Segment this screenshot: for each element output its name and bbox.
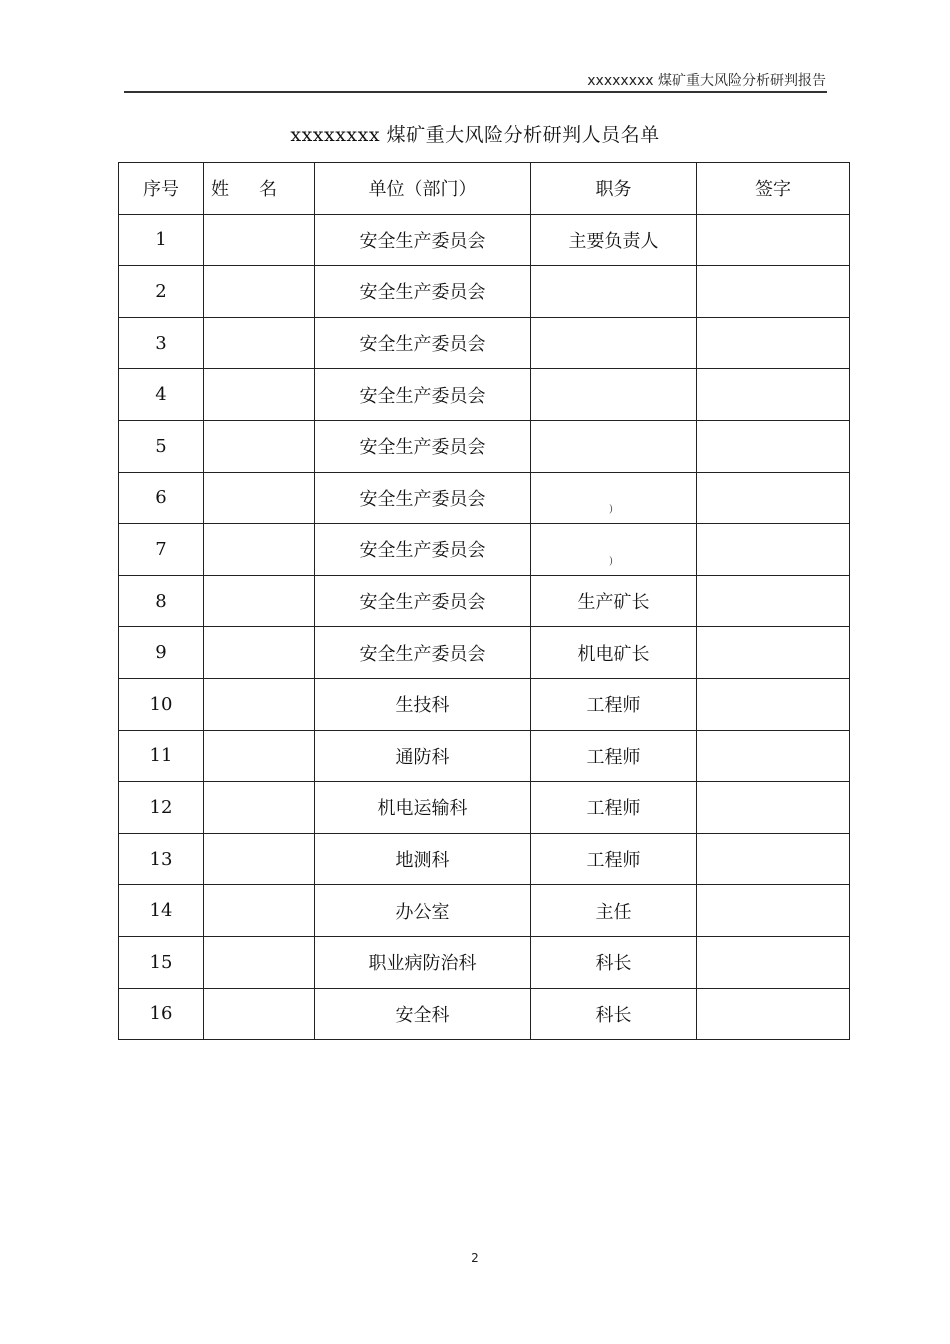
serial-number-cell: 11 [119, 730, 204, 782]
unit-cell: 安全生产委员会 [315, 627, 531, 679]
table-body [119, 214, 850, 1040]
serial-number-cell: 14 [119, 885, 204, 937]
table-row [119, 833, 850, 885]
serial-number-cell: 1 [119, 214, 204, 266]
table-row [119, 678, 850, 730]
signature-cell[interactable] [697, 833, 850, 885]
position-cell [531, 214, 697, 266]
signature-cell[interactable] [697, 524, 850, 576]
table-row [119, 730, 850, 782]
serial-number-cell: 3 [119, 317, 204, 369]
signature-cell[interactable] [697, 988, 850, 1040]
unit-cell: 安全生产委员会 [315, 317, 531, 369]
signature-cell[interactable] [697, 369, 850, 421]
position-cell [531, 524, 697, 576]
serial-number-cell: 9 [119, 627, 204, 679]
name-cell[interactable] [204, 420, 315, 472]
name-cell[interactable] [204, 885, 315, 937]
position-cell [531, 678, 697, 730]
serial-number-cell: 5 [119, 420, 204, 472]
serial-number-cell: 7 [119, 524, 204, 576]
signature-cell[interactable] [697, 730, 850, 782]
serial-number-cell: 12 [119, 782, 204, 834]
personnel-table [118, 162, 850, 1040]
name-cell[interactable] [204, 782, 315, 834]
unit-cell: 安全生产委员会 [315, 266, 531, 318]
unit-cell: 机电运输科 [315, 782, 531, 834]
serial-number-cell: 13 [119, 833, 204, 885]
serial-number-cell: 2 [119, 266, 204, 318]
unit-cell: 安全生产委员会 [315, 524, 531, 576]
position-text: 工程师 [586, 746, 641, 768]
unit-cell: 安全生产委员会 [315, 472, 531, 524]
table-row [119, 575, 850, 627]
signature-cell[interactable] [697, 317, 850, 369]
table-row [119, 266, 850, 318]
signature-cell[interactable] [697, 472, 850, 524]
header-serial-number: 序号 [119, 163, 204, 215]
table-row [119, 524, 850, 576]
position-cell [531, 317, 697, 369]
serial-number-cell: 8 [119, 575, 204, 627]
table-row [119, 988, 850, 1040]
position-text: 工程师 [586, 695, 641, 717]
position-text: 工程师 [586, 850, 641, 872]
stray-mark: ) [609, 555, 613, 567]
document-title: xxxxxxxx 煤矿重大风险分析研判人员名单 [290, 124, 660, 146]
name-cell[interactable] [204, 988, 315, 1040]
name-cell[interactable] [204, 678, 315, 730]
position-cell [531, 420, 697, 472]
name-cell[interactable] [204, 730, 315, 782]
page-number: 2 [471, 1251, 479, 1265]
position-text: 工程师 [586, 798, 641, 820]
signature-cell[interactable] [697, 266, 850, 318]
signature-cell[interactable] [697, 678, 850, 730]
position-cell [531, 988, 697, 1040]
unit-cell: 地测科 [315, 833, 531, 885]
unit-cell: 职业病防治科 [315, 936, 531, 988]
position-cell [531, 266, 697, 318]
unit-cell: 安全生产委员会 [315, 575, 531, 627]
stray-mark: ) [609, 504, 613, 516]
signature-cell[interactable] [697, 885, 850, 937]
unit-cell: 通防科 [315, 730, 531, 782]
position-cell [531, 369, 697, 421]
table-row [119, 369, 850, 421]
position-text: 机电矿长 [577, 643, 650, 665]
signature-cell[interactable] [697, 214, 850, 266]
name-cell[interactable] [204, 936, 315, 988]
serial-number-cell: 6 [119, 472, 204, 524]
table-row [119, 936, 850, 988]
name-cell[interactable] [204, 575, 315, 627]
name-cell[interactable] [204, 472, 315, 524]
signature-cell[interactable] [697, 936, 850, 988]
name-cell[interactable] [204, 524, 315, 576]
position-cell [531, 627, 697, 679]
table-header-row [119, 163, 850, 215]
position-cell [531, 575, 697, 627]
serial-number-cell: 15 [119, 936, 204, 988]
name-cell[interactable] [204, 627, 315, 679]
unit-cell: 安全生产委员会 [315, 420, 531, 472]
name-cell[interactable] [204, 369, 315, 421]
position-text: 科长 [595, 953, 632, 975]
table-row [119, 317, 850, 369]
header-name: 姓名 [204, 163, 315, 215]
table-row [119, 472, 850, 524]
unit-cell: 安全科 [315, 988, 531, 1040]
header-position: 职务 [531, 163, 697, 215]
position-cell [531, 885, 697, 937]
table-row [119, 627, 850, 679]
unit-cell: 生技科 [315, 678, 531, 730]
running-header: xxxxxxxx 煤矿重大风险分析研判报告 [587, 73, 826, 89]
header-divider [124, 91, 827, 93]
signature-cell[interactable] [697, 627, 850, 679]
position-cell [531, 833, 697, 885]
signature-cell[interactable] [697, 420, 850, 472]
signature-cell[interactable] [697, 782, 850, 834]
name-cell[interactable] [204, 266, 315, 318]
position-cell [531, 730, 697, 782]
header-signature: 签字 [697, 163, 850, 215]
position-text: 主要负责人 [568, 230, 659, 252]
table-row [119, 214, 850, 266]
position-text: 生产矿长 [577, 592, 650, 614]
unit-cell: 安全生产委员会 [315, 214, 531, 266]
signature-cell[interactable] [697, 575, 850, 627]
name-cell[interactable] [204, 317, 315, 369]
position-cell [531, 936, 697, 988]
serial-number-cell: 10 [119, 678, 204, 730]
table-row [119, 420, 850, 472]
position-text: 科长 [595, 1004, 632, 1026]
header-unit: 单位（部门） [315, 163, 531, 215]
table-row [119, 885, 850, 937]
position-text: 主任 [595, 901, 632, 923]
table-row [119, 782, 850, 834]
name-cell[interactable] [204, 214, 315, 266]
name-cell[interactable] [204, 833, 315, 885]
unit-cell: 办公室 [315, 885, 531, 937]
serial-number-cell: 16 [119, 988, 204, 1040]
serial-number-cell: 4 [119, 369, 204, 421]
position-cell [531, 472, 697, 524]
position-cell [531, 782, 697, 834]
unit-cell: 安全生产委员会 [315, 369, 531, 421]
